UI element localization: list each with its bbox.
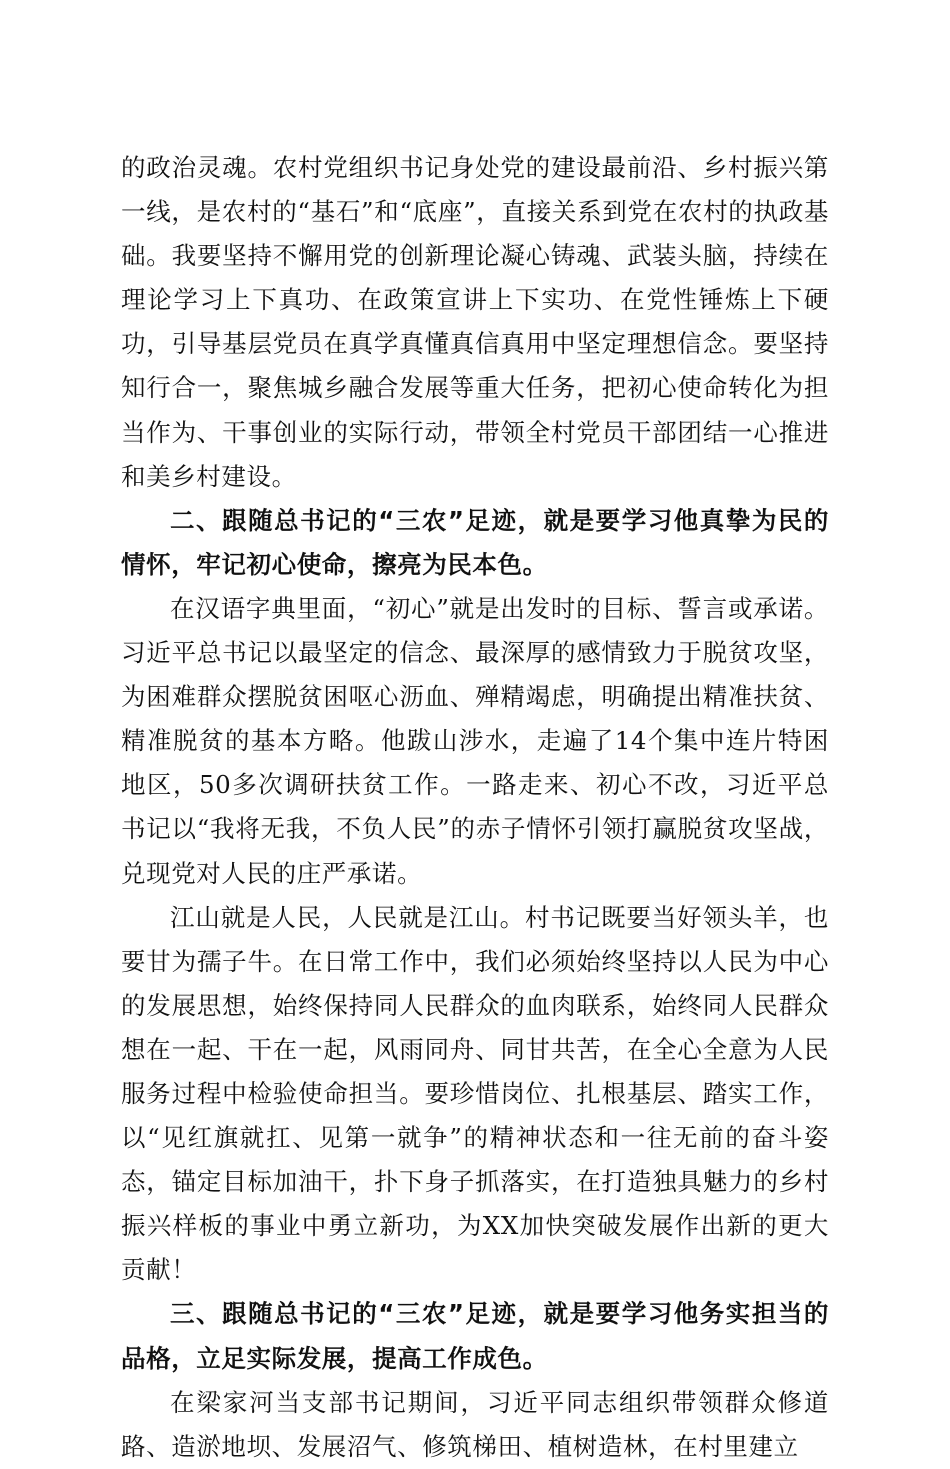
paragraph-people-country: 江山就是人民，人民就是江山。村书记既要当好领头羊，也要甘为孺子牛。在日常工作中，我们必须始终坚持以人民为中心的发展思想，始终保持同人民群众的血肉联系，始终同人民群众想在一起、干在一起，风雨同舟、同甘共苦，在全心全意为人民服务过程中检验使命担当。要珍惜岗位、扎根基层、踏实工作，以“见红旗就扛、见第一就争”的精神状态和一往无前的奋斗姿态，锚定目标加油干，扑下身子抓落实，在打造独具魅力的乡村振兴样板的事业中勇立新功，为XX加快突破发展作出新的更大贡献！ (121, 902, 829, 1285)
section-heading-3: 三、跟随总书记的“三农”足迹，就是要学习他务实担当的品格，立足实际发展，提高工作成色。 (121, 1299, 829, 1373)
paragraph-liangjiahe: 在梁家河当支部书记期间，习近平同志组织带领群众修道路、造淤地坝、发展沼气、修筑梯田、植树造林，在村里建立 (121, 1387, 829, 1461)
paragraph-initial-intention: 在汉语字典里面，“初心”就是出发时的目标、誓言或承诺。习近平总书记以最坚定的信念、最深厚的感情致力于脱贫攻坚，为困难群众摆脱贫困呕心沥血、殚精竭虑，明确提出精准扶贫、精准脱贫的基本方略。他跋山涉水，走遍了14个集中连片特困地区，50多次调研扶贫工作。一路走来、初心不改，习近平总书记以“我将无我，不负人民”的赤子情怀引领打赢脱贫攻坚战，兑现党对人民的庄严承诺。 (121, 593, 829, 888)
document-body (121, 146, 829, 1469)
paragraph-continuation: 的政治灵魂。农村党组织书记身处党的建设最前沿、乡村振兴第一线，是农村的“基石”和“底座”，直接关系到党在农村的执政基础。我要坚持不懈用党的创新理论凝心铸魂、武装头脑，持续在理论学习上下真功、在政策宣讲上下实功、在党性锤炼上下硬功，引导基层党员在真学真懂真信真用中坚定理想信念。要坚持知行合一，聚焦城乡融合发展等重大任务，把初心使命转化为担当作为、干事创业的实际行动，带领全村党员干部团结一心推进和美乡村建设。 (121, 153, 829, 491)
section-heading-2: 二、跟随总书记的“三农”足迹，就是要学习他真挚为民的情怀，牢记初心使命，擦亮为民本色。 (121, 505, 829, 579)
